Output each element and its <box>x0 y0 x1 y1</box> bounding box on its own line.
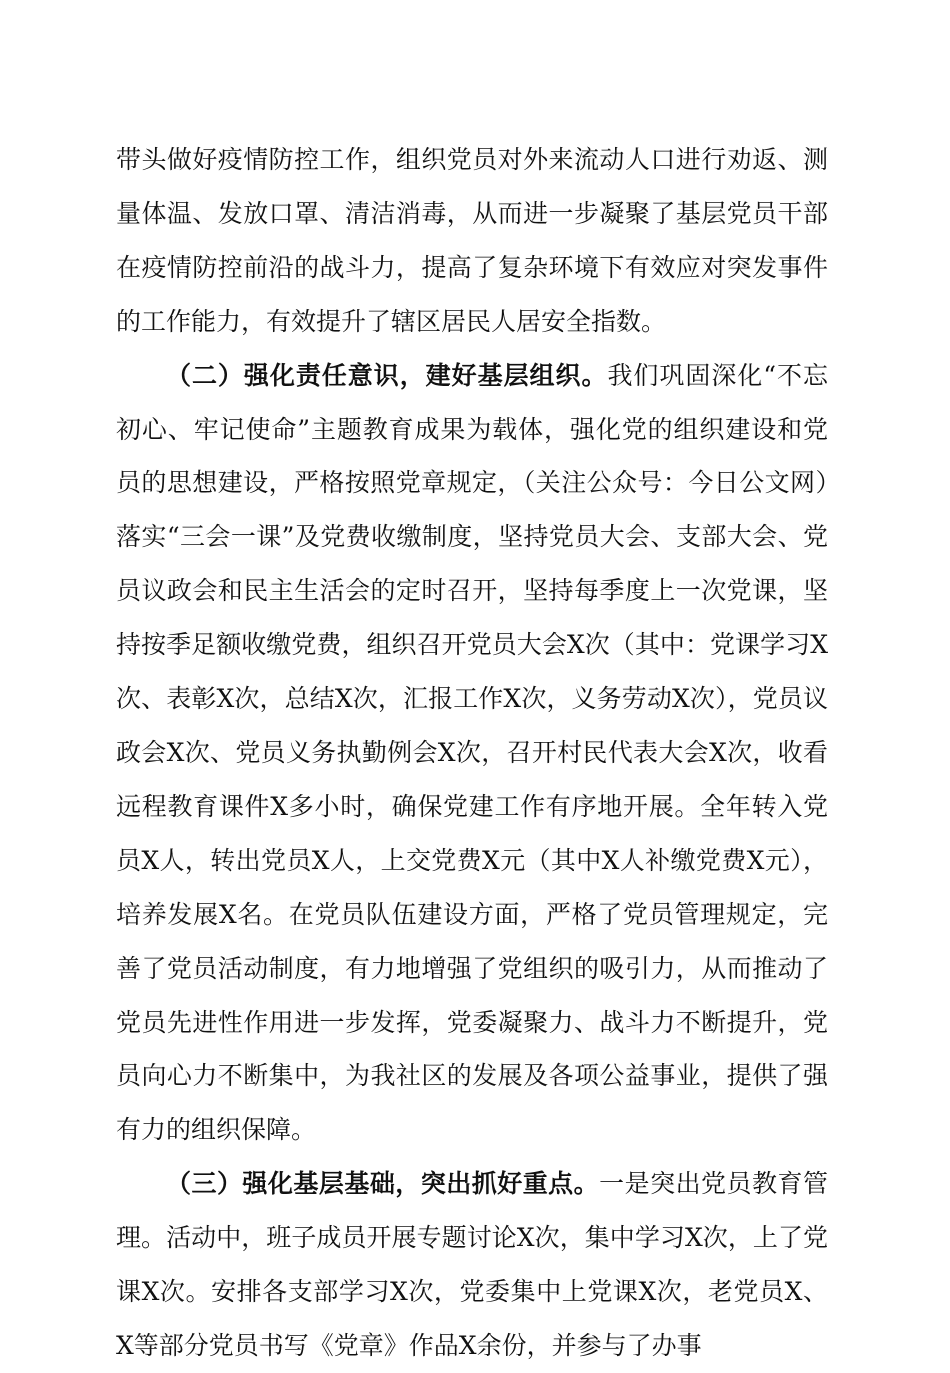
paragraph-epidemic-control <box>116 133 828 349</box>
section-two-body: 我们巩固深化“不忘初心、牢记使命”主题教育成果为载体，强化党的组织建设和党员的思想建设，严格按照党章规定，（关注公众号：今日公文网）落实“三会一课”及党费收缴制度，坚持党员大会、支部大会、党员议政会和民主生活会的定时召开，坚持每季度上一次党课，坚持按季足额收缴党费，组织召开党员大会X次（其中：党课学习X次、表彰X次，总结X次，汇报工作X次，义务劳动X次），党员议政会X次、党员义务执勤例会X次，召开村民代表大会X次，收看远程教育课件X多小时，确保党建工作有序地开展。全年转入党员X人，转出党员X人，上交党费X元（其中X人补缴党费X元），培养发展X名。在党员队伍建设方面，严格了党员管理规定，完善了党员活动制度，有力地增强了党组织的吸引力，从而推动了党员先进性作用进一步发挥，党委凝聚力、战斗力不断提升，党员向心力不断集中，为我社区的发展及各项公益事业，提供了强有力的组织保障。 <box>116 360 828 1145</box>
section-two-heading: （二）强化责任意识，建好基层组织。 <box>166 360 608 390</box>
paragraph-text: 带头做好疫情防控工作，组织党员对外来流动人口进行劝返、测量体温、发放口罩、清洁消毒，从而进一步凝聚了基层党员干部在疫情防控前沿的战斗力，提高了复杂环境下有效应对突发事件的工作能力，有效提升了辖区居民人居安全指数。 <box>116 145 828 336</box>
section-three-body: 一是突出党员教育管理。活动中，班子成员开展专题讨论X次，集中学习X次，上了党课X次。安排各支部学习X次，党委集中上党课X次，老党员X、X等部分党员书写《党章》作品X余份，并参与了办事 <box>116 1169 828 1360</box>
document-body <box>116 133 828 1373</box>
paragraph-section-two <box>116 349 828 1158</box>
paragraph-section-three <box>116 1157 828 1373</box>
section-three-heading: （三）强化基层基础，突出抓好重点。 <box>166 1169 600 1199</box>
